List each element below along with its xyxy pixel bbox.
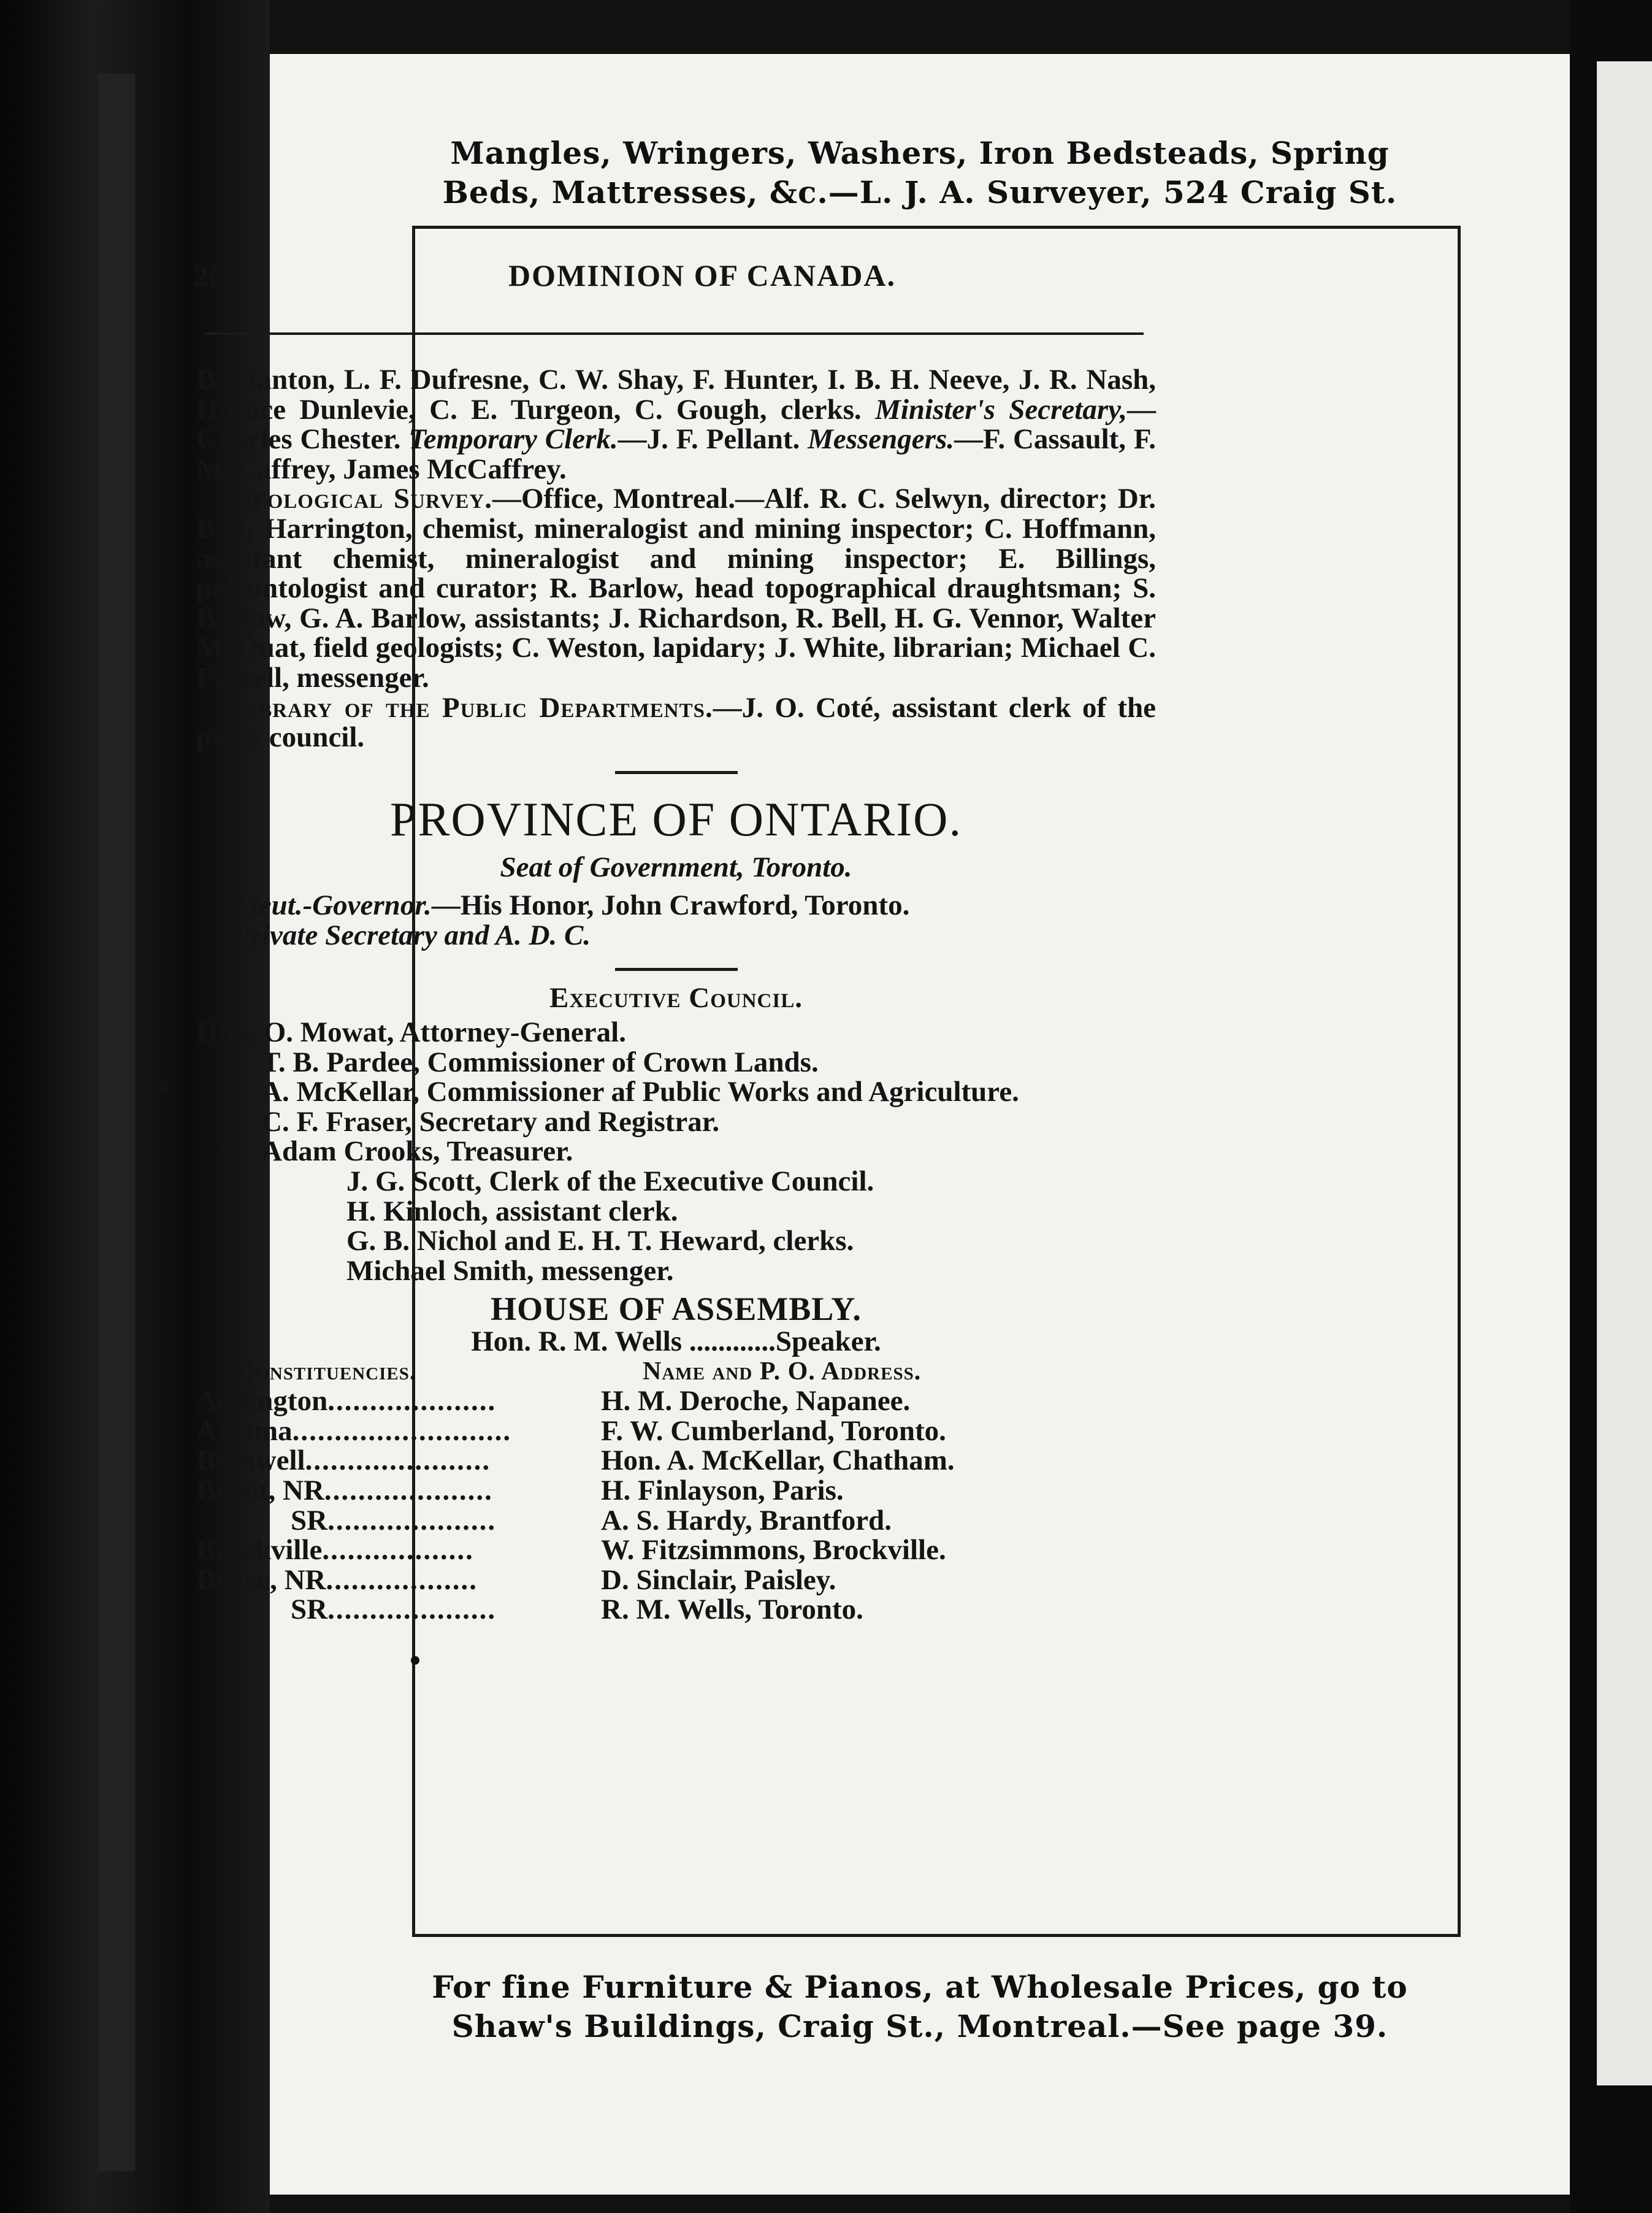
lieutenant-governor-label: Lieut.-Governor. xyxy=(233,889,432,922)
next-page-edge xyxy=(1597,61,1652,2085)
margin-bullet xyxy=(411,1656,419,1665)
table-row xyxy=(196,1535,1156,1565)
ditto-mark: “ xyxy=(221,1105,235,1138)
member-cell: F. W. Cumberland, Toronto. xyxy=(601,1414,946,1447)
book-binding xyxy=(98,74,135,2171)
council-member-text: A. McKellar, Commissioner af Public Works and Agriculture. xyxy=(261,1076,1019,1108)
geological-survey-text: —Office, Montreal.—Alf. R. C. Selwyn, director; Dr. B. J. Harrington, chemist, mineralogist and mining inspector; C. Hoffmann, assistant chemist, mineralogist and mining inspector; E. Billings, paleontologist and curator; R. Barlow, head topographical draughtsman; S. Barlow, G. A. Barlow, assistants; J. Richardson, R. Bell, H. G. Vennor, Walter McOuat, field geologists; C. Weston, lapidary; J. White, librarian; Michael C. Farrell, messenger. xyxy=(196,483,1156,694)
leader-dots: .................. xyxy=(326,1565,478,1595)
constituency-cell xyxy=(196,1386,601,1416)
leader-dots: .................... xyxy=(327,1386,497,1416)
member-cell: R. M. Wells, Toronto. xyxy=(601,1594,863,1626)
geological-survey-label: Geological Survey. xyxy=(230,483,492,515)
ministers-secretary-label: Minister's Secretary, xyxy=(875,393,1127,426)
table-header-row xyxy=(196,1357,1156,1387)
running-head xyxy=(193,258,1156,301)
constituency-name: Addington xyxy=(196,1386,328,1416)
constituency-cell xyxy=(196,1595,601,1625)
private-secretary-label: Private Secretary and A. D. C. xyxy=(233,919,591,951)
constituency-rows xyxy=(196,1386,1156,1625)
ditto-mark: “ xyxy=(156,1076,170,1108)
province-title: PROVINCE OF ONTARIO. xyxy=(390,792,962,846)
speaker-name: Hon. R. M. Wells xyxy=(471,1325,683,1358)
speaker-line xyxy=(196,1327,1156,1357)
running-title: DOMINION OF CANADA. xyxy=(508,258,896,293)
section-divider-2 xyxy=(615,968,738,971)
constituency-cell xyxy=(196,1535,601,1565)
speaker-role: Speaker. xyxy=(775,1325,881,1358)
constituency-cell xyxy=(196,1506,601,1536)
messengers-value: —F. Cassault, F. McCaffrey, James McCaffrey. xyxy=(196,423,1156,485)
council-member-text: Adam Crooks, Treasurer. xyxy=(261,1135,573,1168)
table-row xyxy=(196,1506,1156,1536)
council-member-list xyxy=(156,1046,1156,1168)
lieutenant-governor xyxy=(196,891,1156,921)
constituency-name: Bruce, NR xyxy=(196,1565,326,1595)
constituency-name: “ SR xyxy=(233,1595,328,1625)
staff-paragraph xyxy=(196,365,1156,484)
top-ad-line-2: Beds, Mattresses, &c.—L. J. A. Surveyer, 524 Craig St. xyxy=(442,174,1398,210)
constituency-cell xyxy=(196,1476,601,1506)
leader-dots: .................... xyxy=(324,1476,493,1506)
table-row xyxy=(196,1476,1156,1506)
col-name-address-header: Name and P. O. Address. xyxy=(643,1357,922,1386)
leader-dots: ...................... xyxy=(305,1446,491,1476)
member-cell: H. Finlayson, Paris. xyxy=(601,1475,844,1506)
col-constituencies-header: Constituencies. xyxy=(236,1357,417,1386)
council-staff: Michael Smith, messenger. xyxy=(346,1254,674,1287)
table-row xyxy=(196,1565,1156,1595)
staff-list: B. Stanton, L. F. Dufresne, C. W. Shay, F. Hunter, I. B. H. Neeve, J. R. Nash, Horace Dunlevie, C. E. Turgeon, C. Gough, clerks. xyxy=(196,364,1156,426)
leader-dots: .................... xyxy=(327,1505,497,1536)
leader-dots: ............ xyxy=(682,1325,776,1358)
council-member-text: T. B. Pardee, Commissioner of Crown Lands. xyxy=(261,1046,819,1078)
private-secretary xyxy=(196,921,1156,951)
page-body xyxy=(156,364,1156,1626)
council-member xyxy=(196,1048,1156,1078)
constituency-table xyxy=(196,1357,1156,1625)
constituency-name: Brockville xyxy=(196,1535,323,1565)
member-cell: Hon. A. McKellar, Chatham. xyxy=(601,1444,955,1477)
council-staff: J. G. Scott, Clerk of the Executive Council. xyxy=(346,1165,874,1198)
council-staff-list xyxy=(196,1167,1156,1286)
temporary-clerk-label: Temporary Clerk. xyxy=(408,423,618,456)
constituency-name: “ SR xyxy=(233,1505,328,1536)
bottom-ad-line-2: Shaw's Buildings, Craig St., Montreal.—See page 39. xyxy=(451,2008,1388,2044)
executive-council-heading: Executive Council. xyxy=(549,981,803,1014)
seat-of-government: Seat of Government, Toronto. xyxy=(500,851,852,883)
table-row xyxy=(196,1595,1156,1625)
constituency-name: Bothwell xyxy=(196,1446,305,1476)
bottom-ad-line-1: For fine Furniture & Pianos, at Wholesale Prices, go to xyxy=(432,1969,1408,2005)
table-row xyxy=(196,1416,1156,1446)
top-advertisement xyxy=(270,134,1570,212)
council-member xyxy=(196,1137,1156,1167)
messengers-label: Messengers. xyxy=(808,423,955,456)
section-divider xyxy=(615,771,738,774)
council-member xyxy=(196,1107,1156,1137)
bottom-advertisement xyxy=(270,1968,1570,2046)
lieutenant-governor-value: —His Honor, John Crawford, Toronto. xyxy=(431,889,910,922)
constituency-cell xyxy=(196,1416,601,1446)
leader-dots: .......................... xyxy=(292,1416,512,1446)
ditto-mark: “ xyxy=(221,1046,235,1078)
library-paragraph xyxy=(196,693,1156,753)
member-cell: W. Fitzsimmons, Brockville. xyxy=(601,1534,946,1567)
ministers-secretary-value: —Charles Chester. xyxy=(196,393,1156,456)
member-cell: D. Sinclair, Paisley. xyxy=(601,1563,836,1596)
council-member-first: Hon. O. Mowat, Attorney-General. xyxy=(196,1016,626,1049)
library-text: —J. O. Coté, assistant clerk of the privy council. xyxy=(196,691,1156,754)
leader-dots: .................. xyxy=(322,1535,474,1565)
member-cell: A. S. Hardy, Brantford. xyxy=(601,1504,892,1536)
council-member xyxy=(156,1076,1156,1108)
geological-survey-paragraph xyxy=(196,484,1156,692)
constituency-cell xyxy=(196,1565,601,1595)
member-cell: H. M. Deroche, Napanee. xyxy=(601,1385,911,1417)
constituency-name: Algoma xyxy=(196,1416,293,1446)
temporary-clerk-value: —J. F. Pellant. xyxy=(618,423,808,456)
house-of-assembly-title: HOUSE OF ASSEMBLY. xyxy=(491,1291,862,1328)
council-staff: G. B. Nichol and E. H. T. Heward, clerks. xyxy=(346,1225,854,1257)
council-staff: H. Kinloch, assistant clerk. xyxy=(346,1195,678,1227)
council-member-text: C. F. Fraser, Secretary and Registrar. xyxy=(261,1105,720,1138)
leader-dots: .................... xyxy=(327,1595,497,1625)
top-ad-line-1: Mangles, Wringers, Washers, Iron Bedsteads, Spring xyxy=(450,135,1390,171)
page-number: 262 xyxy=(193,258,239,293)
header-rule xyxy=(205,332,1144,335)
ditto-mark: “ xyxy=(221,1135,235,1168)
constituency-name: Brant, NR xyxy=(196,1476,324,1506)
library-label: Library of the Public Departments. xyxy=(230,691,713,724)
table-row xyxy=(196,1446,1156,1476)
table-row xyxy=(196,1386,1156,1416)
constituency-cell xyxy=(196,1446,601,1476)
